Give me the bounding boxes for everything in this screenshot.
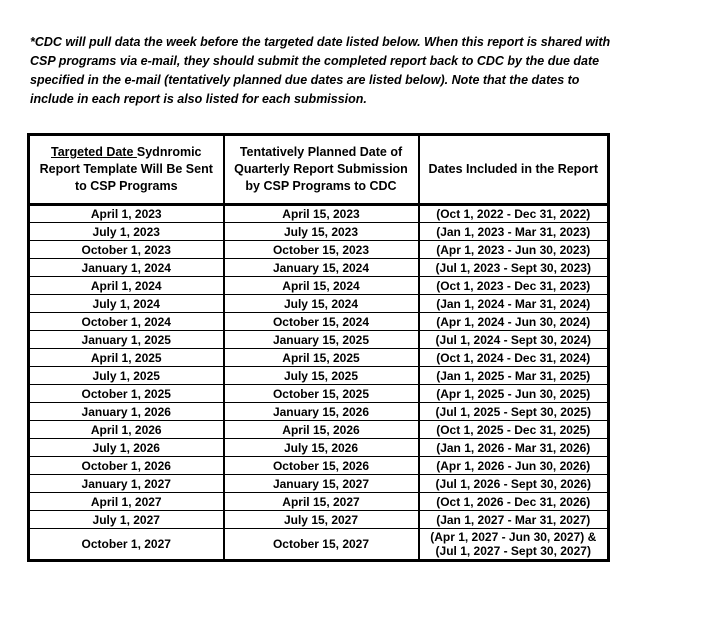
table-header: [29, 135, 609, 205]
cell-submission-date: October 15, 2025: [224, 385, 419, 403]
cell-dates-included: (Apr 1, 2027 - Jun 30, 2027) & (Jul 1, 2027 - Sept 30, 2027): [419, 529, 609, 561]
cell-dates-included: (Jul 1, 2026 - Sept 30, 2026): [419, 475, 609, 493]
cell-dates-included: (Jan 1, 2023 - Mar 31, 2023): [419, 223, 609, 241]
cell-submission-date: January 15, 2026: [224, 403, 419, 421]
cell-target-date: July 1, 2023: [29, 223, 224, 241]
report-schedule-table: [27, 133, 610, 562]
cell-dates-included: (Oct 1, 2024 - Dec 31, 2024): [419, 349, 609, 367]
column-header-targeted-date: [29, 135, 224, 205]
cell-dates-included: (Apr 1, 2025 - Jun 30, 2025): [419, 385, 609, 403]
cell-target-date: October 1, 2027: [29, 529, 224, 561]
cell-dates-included: (Apr 1, 2024 - Jun 30, 2024): [419, 313, 609, 331]
cell-target-date: January 1, 2025: [29, 331, 224, 349]
cell-dates-included: (Apr 1, 2026 - Jun 30, 2026): [419, 457, 609, 475]
table-row: [29, 421, 609, 439]
cell-dates-included: (Jan 1, 2027 - Mar 31, 2027): [419, 511, 609, 529]
table-row: [29, 403, 609, 421]
cell-dates-included: (Oct 1, 2025 - Dec 31, 2025): [419, 421, 609, 439]
cell-dates-included: (Oct 1, 2022 - Dec 31, 2022): [419, 205, 609, 223]
cell-target-date: April 1, 2027: [29, 493, 224, 511]
cell-submission-date: April 15, 2023: [224, 205, 419, 223]
table-row: [29, 349, 609, 367]
table-row: [29, 295, 609, 313]
cell-target-date: October 1, 2024: [29, 313, 224, 331]
cell-target-date: April 1, 2023: [29, 205, 224, 223]
table-row: [29, 385, 609, 403]
cell-submission-date: April 15, 2025: [224, 349, 419, 367]
cell-target-date: October 1, 2026: [29, 457, 224, 475]
cell-submission-date: January 15, 2027: [224, 475, 419, 493]
header-row: [29, 135, 609, 205]
targeted-date-rest-label: Sydnromic Report Template Will Be Sent to CSP Programs: [39, 145, 213, 193]
cell-submission-date: July 15, 2024: [224, 295, 419, 313]
note-line: include in each report is also listed for each submission.: [30, 92, 367, 106]
cell-dates-included: (Jan 1, 2024 - Mar 31, 2024): [419, 295, 609, 313]
cell-submission-date: October 15, 2027: [224, 529, 419, 561]
column-header-dates-included: [419, 135, 609, 205]
note-line: *CDC will pull data the week before the targeted date listed below. When this report is shared with: [30, 35, 611, 49]
cell-dates-included: (Jan 1, 2026 - Mar 31, 2026): [419, 439, 609, 457]
table-row: [29, 223, 609, 241]
table-row: [29, 241, 609, 259]
dates-included-label: Dates Included in the Report: [428, 162, 598, 176]
cell-dates-included: (Apr 1, 2023 - Jun 30, 2023): [419, 241, 609, 259]
table-body: [29, 205, 609, 561]
table-row: [29, 511, 609, 529]
cell-submission-date: October 15, 2026: [224, 457, 419, 475]
cell-target-date: April 1, 2024: [29, 277, 224, 295]
cell-submission-date: July 15, 2023: [224, 223, 419, 241]
cell-submission-date: April 15, 2024: [224, 277, 419, 295]
cell-submission-date: July 15, 2027: [224, 511, 419, 529]
table-row: [29, 367, 609, 385]
cell-dates-included: (Jul 1, 2024 - Sept 30, 2024): [419, 331, 609, 349]
cell-submission-date: July 15, 2025: [224, 367, 419, 385]
table-row: [29, 475, 609, 493]
note-paragraph: [30, 33, 610, 109]
cell-submission-date: January 15, 2024: [224, 259, 419, 277]
cell-dates-included: (Oct 1, 2023 - Dec 31, 2023): [419, 277, 609, 295]
table-row: [29, 313, 609, 331]
cell-dates-included: (Jan 1, 2025 - Mar 31, 2025): [419, 367, 609, 385]
note-line: CSP programs via e-mail, they should submit the completed report back to CDC by the due date: [30, 54, 600, 68]
cell-target-date: July 1, 2027: [29, 511, 224, 529]
table-row: [29, 457, 609, 475]
table-row: [29, 493, 609, 511]
cell-target-date: October 1, 2025: [29, 385, 224, 403]
table-row: [29, 331, 609, 349]
cell-target-date: July 1, 2024: [29, 295, 224, 313]
cell-target-date: January 1, 2027: [29, 475, 224, 493]
cell-target-date: April 1, 2025: [29, 349, 224, 367]
cell-dates-included: (Oct 1, 2026 - Dec 31, 2026): [419, 493, 609, 511]
table-row: [29, 259, 609, 277]
column-header-submission-date: [224, 135, 419, 205]
cell-target-date: April 1, 2026: [29, 421, 224, 439]
submission-date-label: Tentatively Planned Date of Quarterly Report Submission by CSP Programs to CDC: [234, 145, 408, 193]
cell-submission-date: July 15, 2026: [224, 439, 419, 457]
table-row: [29, 439, 609, 457]
cell-target-date: July 1, 2025: [29, 367, 224, 385]
cell-submission-date: October 15, 2024: [224, 313, 419, 331]
note-line: specified in the e-mail (tentatively planned due dates are listed below). Note that the dates to: [30, 73, 580, 87]
cell-target-date: January 1, 2026: [29, 403, 224, 421]
cell-submission-date: April 15, 2026: [224, 421, 419, 439]
cell-submission-date: January 15, 2025: [224, 331, 419, 349]
cell-dates-included: (Jul 1, 2025 - Sept 30, 2025): [419, 403, 609, 421]
cell-submission-date: October 15, 2023: [224, 241, 419, 259]
targeted-date-underlined-label: Targeted Date: [50, 145, 137, 159]
table-row: [29, 529, 609, 561]
cell-submission-date: April 15, 2027: [224, 493, 419, 511]
table-row: [29, 205, 609, 223]
cell-target-date: July 1, 2026: [29, 439, 224, 457]
cell-target-date: October 1, 2023: [29, 241, 224, 259]
table-row: [29, 277, 609, 295]
cell-dates-included: (Jul 1, 2023 - Sept 30, 2023): [419, 259, 609, 277]
cell-target-date: January 1, 2024: [29, 259, 224, 277]
